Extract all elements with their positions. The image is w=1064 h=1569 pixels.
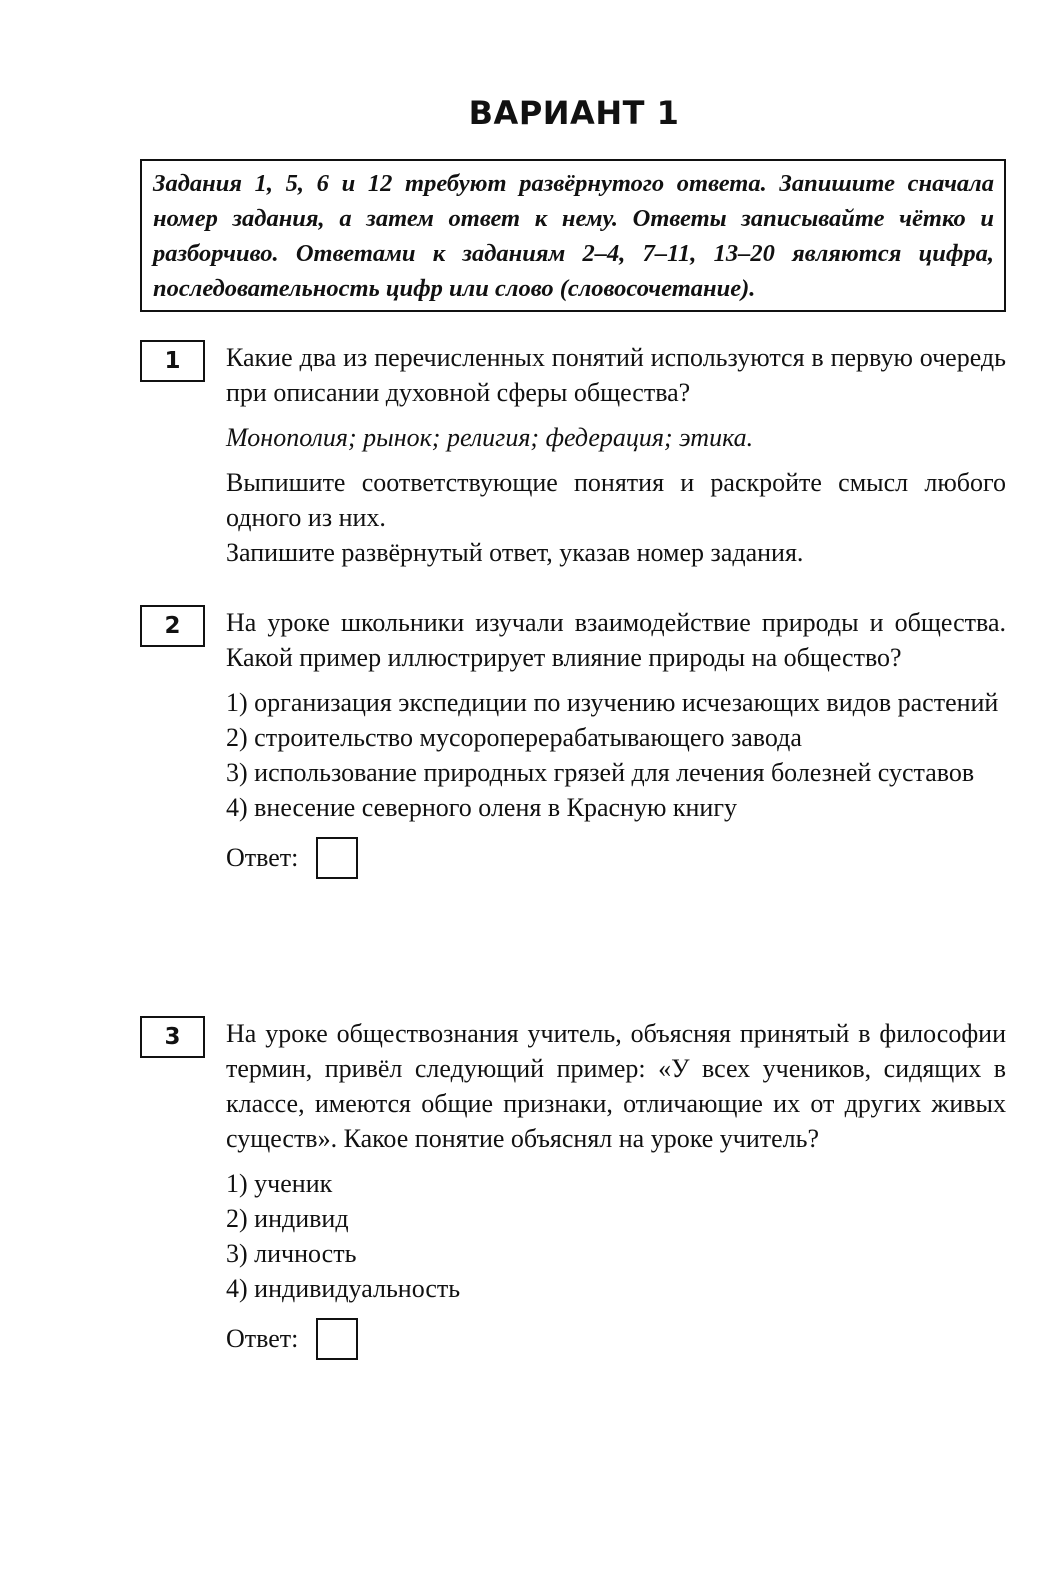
task-body	[226, 605, 1006, 880]
answer-row	[226, 1316, 1006, 1361]
option-item: 2) индивид	[226, 1204, 349, 1233]
task-body	[226, 1016, 1006, 1361]
answer-label: Ответ:	[226, 1324, 299, 1353]
task-body	[226, 340, 1006, 570]
task-number-badge: 3	[140, 1016, 205, 1058]
variant-title: ВАРИАНТ 1	[468, 94, 680, 132]
option-item: 2) строительство мусороперерабатывающего завода	[226, 723, 802, 752]
options-list	[226, 685, 1006, 825]
task-question: Какие два из перечисленных понятий используются в первую очередь при описании духовной сферы общества?	[226, 343, 1006, 407]
task-instruction: Выпишите соответствующие понятия и раскройте смысл любого одного из них.	[226, 468, 1006, 532]
option-item: 1) организация экспедиции по изучению исчезающих видов растений	[226, 688, 999, 717]
option-item: 3) личность	[226, 1239, 357, 1268]
task-question: На уроке школьники изучали взаимодействие природы и общества. Какой пример иллюстрирует влияние природы на общество?	[226, 608, 1006, 672]
instructions-box: Задания 1, 5, 6 и 12 требуют развёрнутого ответа. Запишите сначала номер задания, а затем ответ к нему. Ответы записывайте чётко и разборчиво. Ответами к заданиям 2–4, 7–11, 13–20 являются цифра, последовательность цифр или слово (словосочетание).	[140, 159, 1006, 312]
task-number-badge: 2	[140, 605, 205, 647]
option-item: 3) использование природных грязей для лечения болезней суставов	[226, 758, 975, 787]
answer-box[interactable]	[316, 837, 358, 879]
task-terms: Монополия; рынок; религия; федерация; этика.	[226, 423, 754, 452]
option-item: 4) индивидуальность	[226, 1274, 461, 1303]
option-item: 1) ученик	[226, 1169, 333, 1198]
task-number-badge: 1	[140, 340, 205, 382]
options-list	[226, 1166, 1006, 1306]
answer-label: Ответ:	[226, 843, 299, 872]
task-question: На уроке обществознания учитель, объясняя принятый в философии термин, привёл следующий пример: «У всех учеников, сидящих в классе, имеются общие признаки, отличающие их от других живых существ». Какое понятие объяснял на уроке учитель?	[226, 1019, 1006, 1153]
option-item: 4) внесение северного оленя в Красную книгу	[226, 793, 737, 822]
task-instruction: Запишите развёрнутый ответ, указав номер задания.	[226, 538, 804, 567]
answer-row	[226, 835, 1006, 880]
answer-box[interactable]	[316, 1318, 358, 1360]
